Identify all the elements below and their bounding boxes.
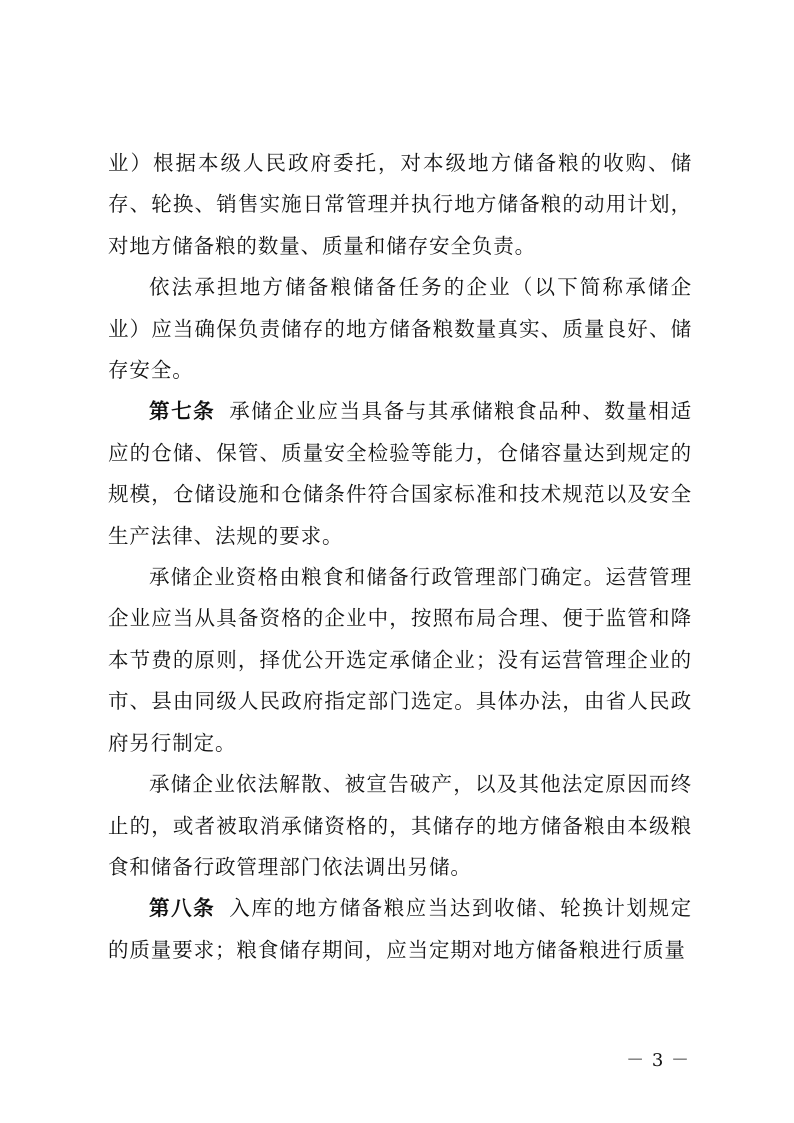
article-7-text: 承储企业应当具备与其承储粮食品种、数量相适应的仓储、保管、质量安全检验等能力，仓储容量达到规定的规模，仓储设施和仓储条件符合国家标准和技术规范以及安全生产法律、法规的要求。	[108, 399, 693, 548]
paragraph-2-text: 依法承担地方储备粮储备任务的企业（以下简称承储企业）应当确保负责储存的地方储备粮数量真实、质量良好、储存安全。	[108, 275, 692, 383]
article-8-paragraph	[108, 888, 692, 971]
paragraph-1-text: 业）根据本级人民政府委托，对本级地方储备粮的收购、储存、轮换、销售实施日常管理并执行地方储备粮的动用计划，对地方储备粮的数量、质量和储存安全负责。	[108, 151, 692, 258]
article-8-text: 入库的地方储备粮应当达到收储、轮换计划规定的质量要求；粮食储存期间，应当定期对地方储备粮进行质量	[108, 896, 693, 962]
article-7-heading: 第七条	[149, 399, 216, 424]
article-8-heading: 第八条	[149, 896, 216, 921]
paragraph-4	[108, 557, 692, 764]
paragraph-1	[108, 143, 692, 267]
paragraph-4-text: 承储企业资格由粮食和储备行政管理部门确定。运营管理企业应当从具备资格的企业中，按照布局合理、便于监管和降本节费的原则，择优公开选定承储企业；没有运营管理企业的市、县由同级人民政府指定部门选定。具体办法，由省人民政府另行制定。	[108, 565, 692, 755]
page-number: － 3 －	[626, 1050, 690, 1071]
paragraph-5	[108, 764, 692, 888]
paragraph-5-text: 承储企业依法解散、被宣告破产，以及其他法定原因而终止的，或者被取消承储资格的，其储存的地方储备粮由本级粮食和储备行政管理部门依法调出另储。	[108, 772, 692, 879]
document-body	[108, 143, 692, 971]
paragraph-2	[108, 267, 692, 391]
article-7-paragraph	[108, 391, 692, 557]
